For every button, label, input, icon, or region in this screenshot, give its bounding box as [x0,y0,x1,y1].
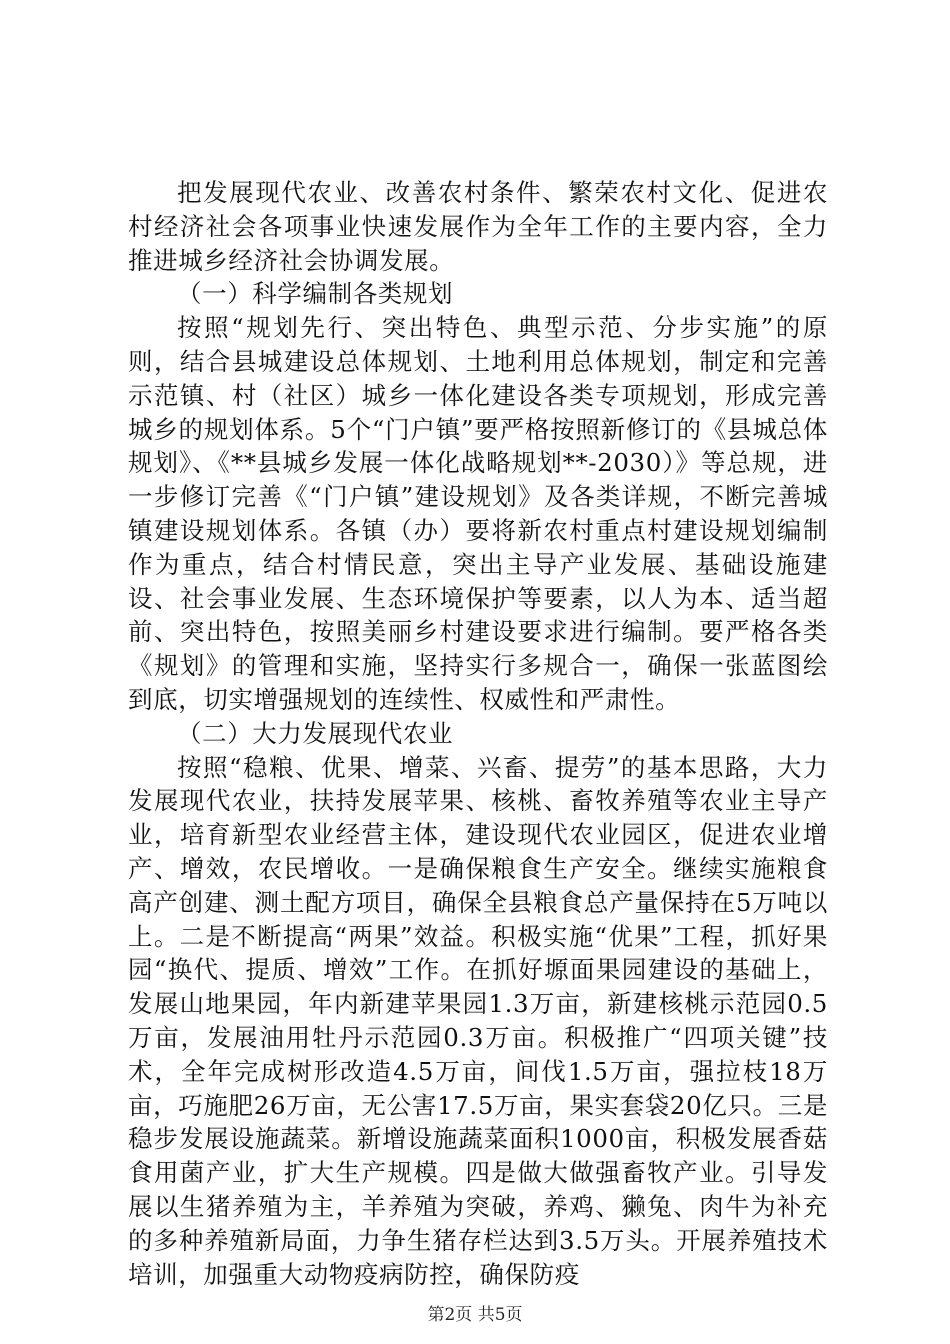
section-heading-planning: （一）科学编制各类规划 [177,279,454,309]
document-body [128,176,828,1291]
page-number-footer: 第2页 共5页 [427,1305,523,1325]
paragraph-agriculture: 按照“稳粮、优果、增菜、兴畜、提劳”的基本思路，大力发展现代农业，扶持发展苹果、核桃、畜牧养殖等农业主导产业，培育新型农业经营主体，建设现代农业园区，促进农业增产、增效，农民增收。一是确保粮食生产安全。继续实施粮食高产创建、测土配方项目，确保全县粮食总产量保持在5万吨以上。二是不断提高“两果”效益。积极实施“优果”工程，抓好果园“换代、提质、增效”工作。在抓好塬面果园建设的基础上，发展山地果园，年内新建苹果园1.3万亩，新建核桃示范园0.5万亩，发展油用牡丹示范园0.3万亩。积极推广“四项关键”技术，全年完成树形改造4.5万亩，间伐1.5万亩，强拉枝18万亩，巧施肥26万亩，无公害17.5万亩，果实套袋20亿只。三是稳步发展设施蔬菜。新增设施蔬菜面积1000亩，积极发展香菇食用菌产业，扩大生产规模。四是做大做强畜牧产业。引导发展以生猪养殖为主，羊养殖为突破，养鸡、獭兔、肉牛为补充的多种养殖新局面，力争生猪存栏达到3.5万头。开展养殖技术培训，加强重大动物疫病防控，确保防疫 [128,752,828,1289]
section-heading-agriculture: （二）大力发展现代农业 [177,718,454,748]
paragraph-intro: 把发展现代农业、改善农村条件、繁荣农村文化、促进农村经济社会各项事业快速发展作为全年工作的主要内容，全力推进城乡经济社会协调发展。 [128,178,828,275]
paragraph-planning: 按照“规划先行、突出特色、典型示范、分步实施”的原则，结合县城建设总体规划、土地利用总体规划，制定和完善示范镇、村（社区）城乡一体化建设各类专项规划，形成完善城乡的规划体系。5个“门户镇”要严格按照新修订的《县城总体规划》、《**县城乡发展一体化战略规划**-2030）》等总规，进一步修订完善《“门户镇”建设规划》及各类详规，不断完善城镇建设规划体系。各镇（办）要将新农村重点村建设规划编制作为重点，结合村情民意，突出主导产业发展、基础设施建设、社会事业发展、生态环境保护等要素，以人为本、适当超前、突出特色，按照美丽乡村建设要求进行编制。要严格各类《规划》的管理和实施，坚持实行多规合一，确保一张蓝图绘到底，切实增强规划的连续性、权威性和严肃性。 [128,313,828,714]
